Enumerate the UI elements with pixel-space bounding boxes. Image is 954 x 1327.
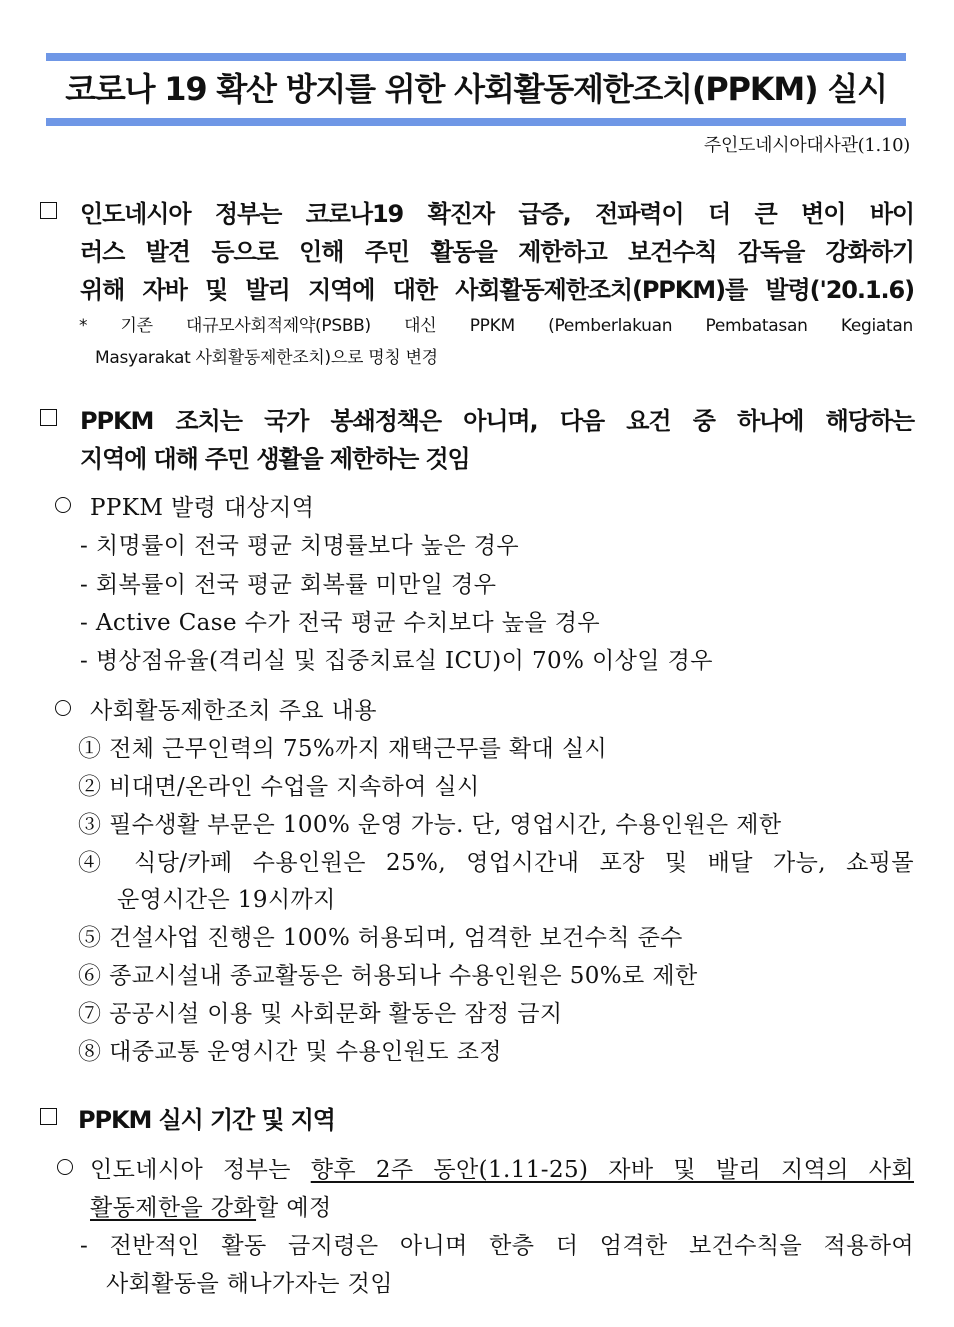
section-1-note-1: * 기존 대규모사회적제약(PSBB) 대신 PPKM (Pemberlakuan Pembatasan Kegiatan <box>79 316 913 336</box>
sub-heading-1: PPKM 발령 대상지역 <box>90 495 315 521</box>
list-item: ⑤ 건설사업 진행은 100% 허용되며, 엄격한 보건수칙 준수 <box>78 925 683 951</box>
section-3-line-2-underlined: 활동제한을 강화 <box>90 1195 257 1221</box>
list-item: ② 비대면/온라인 수업을 지속하여 실시 <box>78 774 480 800</box>
list-item: - 회복률이 전국 평균 회복률 미만일 경우 <box>80 572 497 598</box>
list-item: - Active Case 수가 전국 평균 수치보다 높을 경우 <box>80 610 600 636</box>
checkbox-square-icon <box>40 409 57 426</box>
section-2 <box>40 401 914 477</box>
section-3 <box>40 1100 914 1136</box>
list-item: ④ 식당/카페 수용인원은 25%, 영업시간내 포장 및 배달 가능, 쇼핑몰 <box>78 850 914 876</box>
checkbox-square-icon <box>40 1108 57 1125</box>
list-item: - 병상점유율(격리실 및 집중치료실 ICU)이 70% 이상일 경우 <box>80 648 713 674</box>
bullet-circle-icon <box>55 497 71 513</box>
list-item: ① 전체 근무인력의 75%까지 재택근무를 확대 실시 <box>78 736 608 762</box>
section-1 <box>40 194 914 304</box>
list-item: - 치명률이 전국 평균 치명률보다 높은 경우 <box>80 533 519 559</box>
list-item: ⑥ 종교시설내 종교활동은 허용되나 수용인원은 50%로 제한 <box>78 963 698 989</box>
bullet-circle-icon <box>57 1159 73 1175</box>
title-top-rule <box>46 53 906 61</box>
section-3-line-2 <box>90 1189 332 1222</box>
section-2-line-1: PPKM 조치는 국가 봉쇄정책은 아니며, 다음 요건 중 하나에 해당하는 <box>80 407 914 435</box>
section-3-line-1 <box>90 1151 914 1184</box>
section-1-line-1: 인도네시아 정부는 코로나19 확진자 급증, 전파력이 더 큰 변이 바이 <box>80 200 914 228</box>
sub-heading-2: 사회활동제한조치 주요 내용 <box>90 698 377 724</box>
list-item-continued: 운영시간은 19시까지 <box>117 887 336 913</box>
list-item: ⑧ 대중교통 운영시간 및 수용인원도 조정 <box>78 1039 502 1065</box>
bullet-circle-icon <box>55 700 71 716</box>
section-1-note-2: Masyarakat 사회활동제한조치)으로 명칭 변경 <box>95 348 438 368</box>
section-3-dash-1: - 전반적인 활동 금지령은 아니며 한층 더 엄격한 보건수칙을 적용하여 <box>80 1233 914 1259</box>
list-item: ③ 필수생활 부문은 100% 운영 가능. 단, 영업시간, 수용인원은 제한 <box>78 812 782 838</box>
section-3-heading: PPKM 실시 기간 및 지역 <box>78 1106 335 1134</box>
section-3-line-2-plain: 할 예정 <box>256 1195 332 1221</box>
section-1-line-2: 러스 발견 등으로 인해 주민 활동을 제한하고 보건수칙 감독을 강화하기 <box>80 238 914 266</box>
title-bottom-rule <box>46 118 906 126</box>
section-2-line-2: 지역에 대해 주민 생활을 제한하는 것임 <box>80 445 470 473</box>
section-3-line-1-plain: 인도네시아 정부는 <box>90 1157 311 1183</box>
section-3-line-1-underlined: 향후 2주 동안(1.11-25) 자바 및 발리 지역의 사회 <box>310 1157 914 1183</box>
section-1-line-3: 위해 자바 및 발리 지역에 대한 사회활동제한조치(PPKM)를 발령('20.1.6) <box>80 276 914 304</box>
list-item: ⑦ 공공시설 이용 및 사회문화 활동은 잠정 금지 <box>78 1001 563 1027</box>
section-3-dash-2: 사회활동을 해나가자는 것임 <box>106 1271 393 1297</box>
source-label: 주인도네시아대사관(1.10) <box>703 135 910 156</box>
page-title: 코로나 19 확산 방지를 위한 사회활동제한조치(PPKM) 실시 <box>65 70 887 108</box>
checkbox-square-icon <box>40 202 57 219</box>
